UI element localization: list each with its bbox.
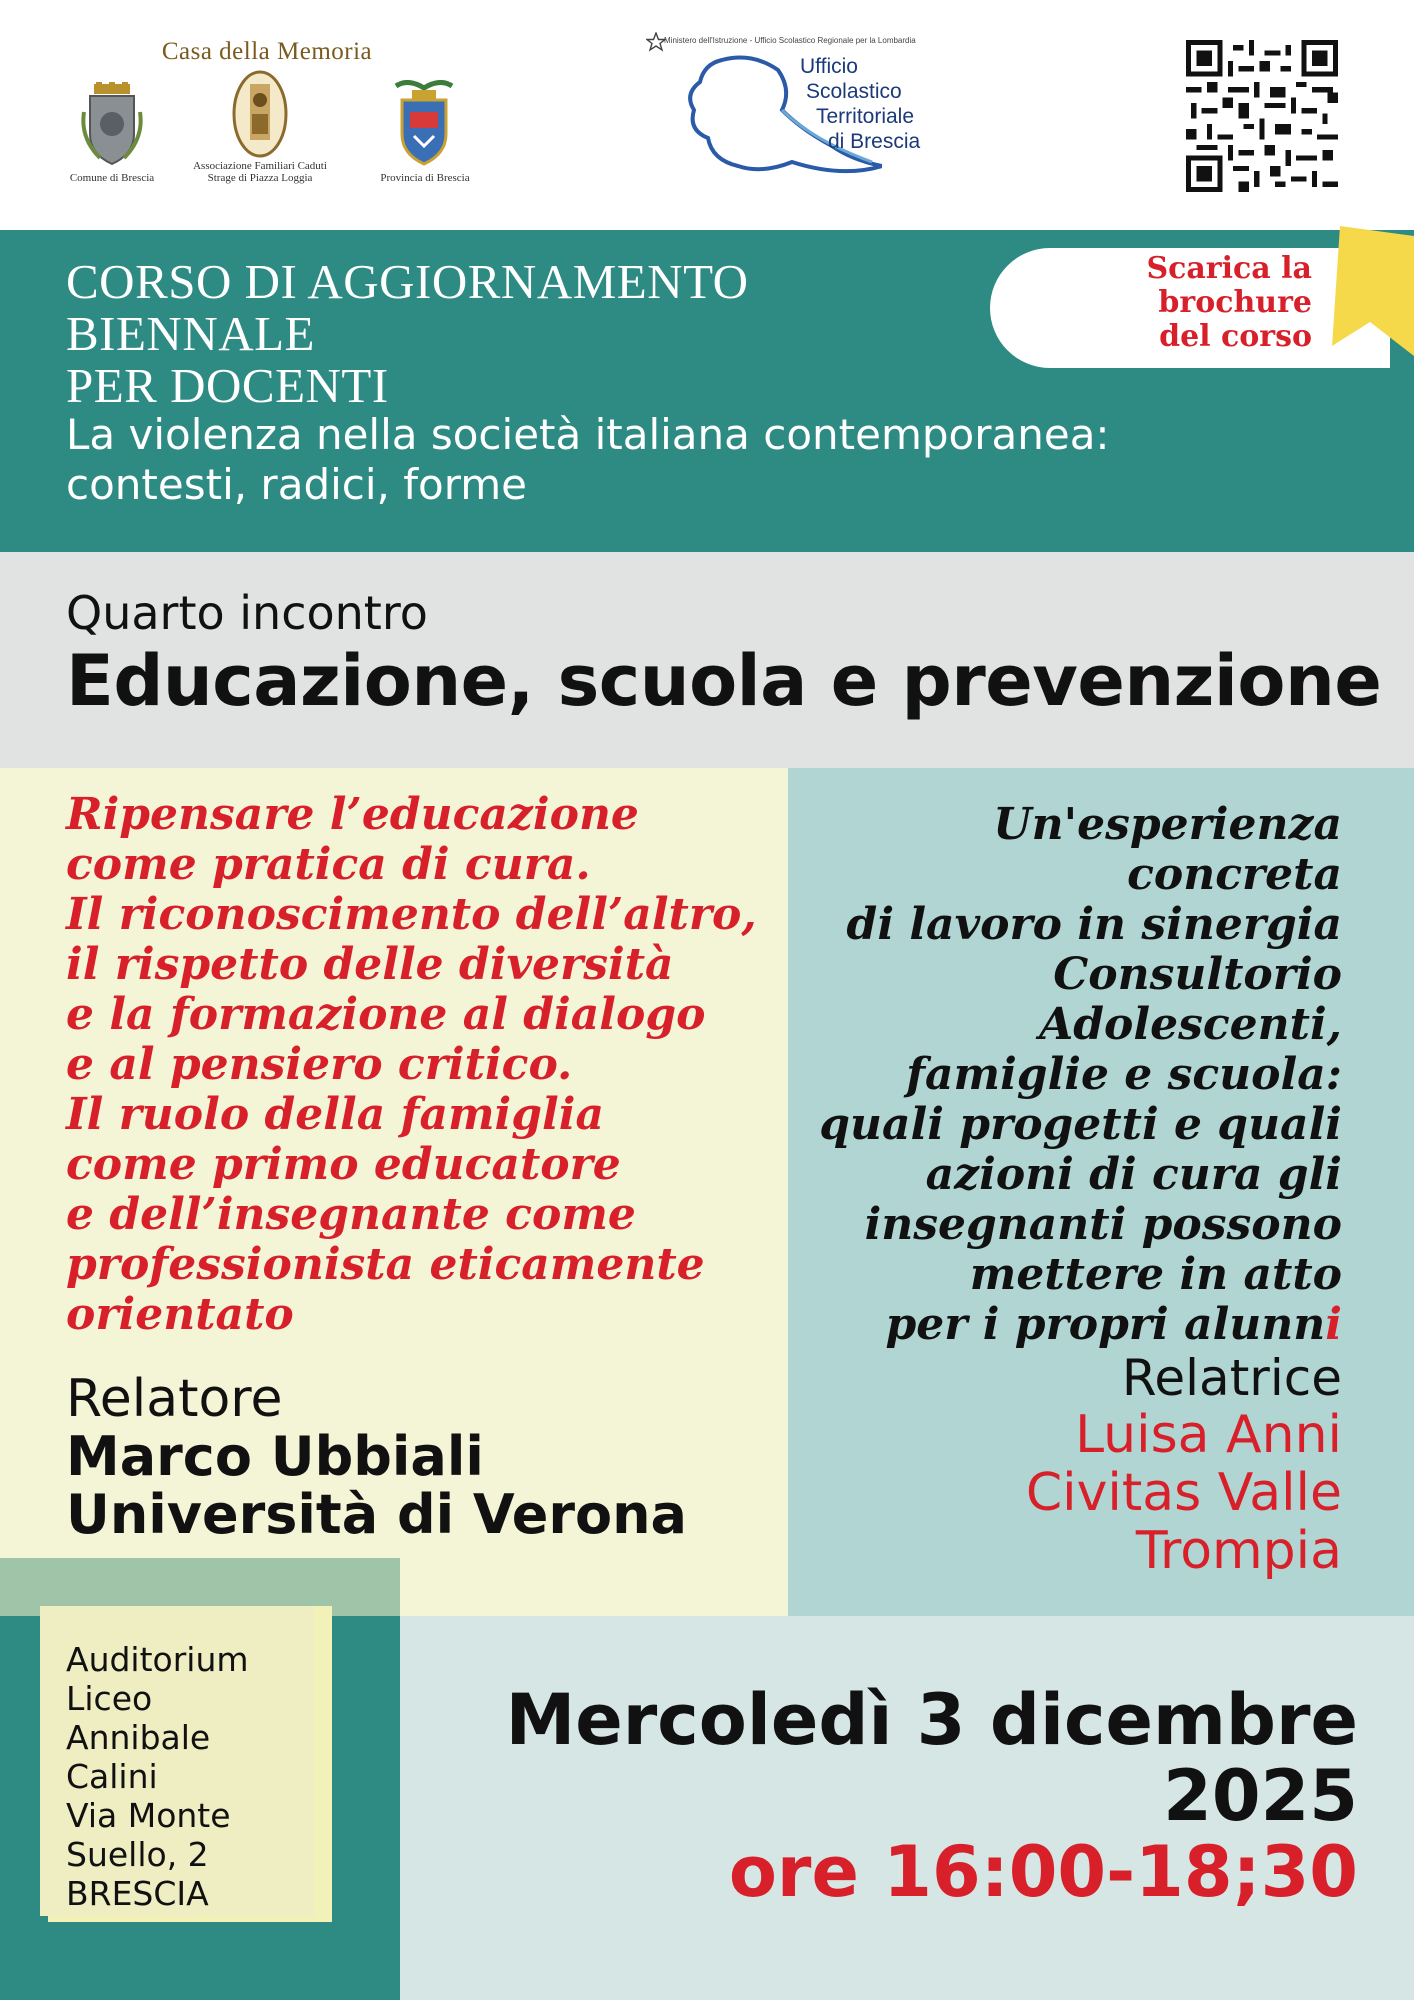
venue-line: Liceo bbox=[66, 1679, 153, 1718]
ust-line-3: Territoriale bbox=[816, 105, 915, 128]
provincia-caption: Provincia di Brescia bbox=[380, 172, 470, 184]
right-talk-line: azioni di cura gli bbox=[925, 1149, 1342, 1200]
venue-line: Annibale bbox=[66, 1718, 211, 1757]
provincia-crest-icon bbox=[388, 80, 460, 166]
venue-line: Via Monte bbox=[66, 1796, 231, 1835]
event-time: ore 16:00-18;30 bbox=[728, 1831, 1358, 1913]
right-talk-last-line bbox=[790, 1300, 1342, 1350]
right-talk-line: mettere in atto bbox=[969, 1249, 1342, 1300]
right-speaker-name-line: Luisa Anni bbox=[1075, 1405, 1342, 1465]
casa-della-memoria-title: Casa della Memoria bbox=[161, 38, 373, 65]
ribbon-icon bbox=[1330, 226, 1414, 356]
event-year: 2025 bbox=[1163, 1755, 1358, 1837]
course-title-line-1: CORSO DI AGGIORNAMENTO bbox=[66, 254, 749, 309]
event-day: Mercoledì 3 dicembre bbox=[505, 1679, 1358, 1761]
left-talk-line: professionista eticamente bbox=[66, 1239, 705, 1290]
venue-address bbox=[66, 1640, 249, 1913]
left-talk-line: e la formazione al dialogo bbox=[66, 989, 706, 1040]
associazione-caption-1: Associazione Familiari Caduti bbox=[193, 160, 327, 172]
course-subtitle-line-2: contesti, radici, forme bbox=[66, 460, 527, 509]
venue-line: Calini bbox=[66, 1757, 158, 1796]
course-subtitle-line-1: La violenza nella società italiana contemporanea: bbox=[66, 410, 1110, 459]
right-talk-line: Adolescenti, bbox=[1039, 999, 1342, 1050]
left-talk-line: il rispetto delle diversità bbox=[66, 939, 674, 990]
left-talk-line: Il ruolo della famiglia bbox=[66, 1089, 604, 1140]
left-talk-line: Ripensare l’educazione bbox=[66, 789, 639, 840]
right-talk-description bbox=[790, 800, 1342, 1350]
right-talk-line: di lavoro in sinergia bbox=[846, 899, 1342, 950]
right-speaker-name-line: Civitas Valle bbox=[1025, 1463, 1342, 1523]
right-talk-line: Consultorio bbox=[1053, 949, 1342, 1000]
left-speaker-role: Relatore bbox=[66, 1369, 283, 1429]
venue-line: Auditorium bbox=[66, 1640, 249, 1679]
brochure-line-1: Scarica la bbox=[1146, 251, 1312, 286]
right-talk-line: famiglie e scuola: bbox=[906, 1049, 1342, 1100]
associazione-caption-2: Strage di Piazza Loggia bbox=[207, 172, 313, 184]
course-title-line-3: PER DOCENTI bbox=[66, 358, 389, 413]
right-talk-last-line-red: i bbox=[1325, 1299, 1342, 1350]
brochure-download-label[interactable] bbox=[1100, 252, 1312, 354]
venue-line: Suello, 2 bbox=[66, 1835, 209, 1874]
left-talk-line: come primo educatore bbox=[66, 1139, 621, 1190]
left-speaker bbox=[66, 1370, 687, 1544]
venue-line: BRESCIA bbox=[66, 1874, 209, 1913]
left-talk-line: Il riconoscimento dell’altro, bbox=[66, 889, 757, 940]
brochure-line-2: brochure bbox=[1158, 285, 1312, 320]
ust-line-2: Scolastico bbox=[806, 80, 902, 103]
right-talk-line: Un'esperienza bbox=[993, 799, 1342, 850]
ust-line-4: di Brescia bbox=[828, 130, 921, 153]
ust-lines bbox=[800, 54, 920, 154]
right-speaker bbox=[790, 1350, 1342, 1580]
meeting-title: Educazione, scuola e prevenzione bbox=[66, 640, 1382, 722]
left-speaker-affiliation: Università di Verona bbox=[66, 1483, 687, 1546]
right-speaker-name-line: Trompia bbox=[1135, 1521, 1342, 1581]
right-talk-last-line-main: per i propri alunn bbox=[885, 1299, 1326, 1350]
comune-crest-icon bbox=[80, 82, 144, 168]
italy-emblem-icon bbox=[646, 32, 666, 52]
meeting-label: Quarto incontro bbox=[66, 586, 428, 640]
right-speaker-role: Relatrice bbox=[1121, 1349, 1342, 1407]
qr-code-icon[interactable] bbox=[1186, 40, 1338, 192]
course-title-line-2: BIENNALE bbox=[66, 306, 315, 361]
comune-caption: Comune di Brescia bbox=[69, 172, 155, 184]
left-talk-line: orientato bbox=[66, 1289, 294, 1340]
piazza-loggia-medallion-icon bbox=[232, 70, 288, 158]
left-talk-description bbox=[66, 790, 786, 1340]
ust-line-1: Ufficio bbox=[800, 55, 858, 78]
brochure-line-3: del corso bbox=[1159, 319, 1312, 354]
right-talk-line: quali progetti e quali bbox=[819, 1099, 1342, 1150]
right-talk-line: concreta bbox=[1127, 849, 1342, 900]
left-speaker-name: Marco Ubbiali bbox=[66, 1425, 484, 1488]
right-talk-line: insegnanti possono bbox=[864, 1199, 1342, 1250]
ministero-line: Ministero dell'Istruzione - Ufficio Scolastico Regionale per la Lombardia bbox=[664, 36, 916, 45]
left-talk-line: e dell’insegnante come bbox=[66, 1189, 636, 1240]
left-talk-line: e al pensiero critico. bbox=[66, 1039, 573, 1090]
left-talk-line: come pratica di cura. bbox=[66, 839, 591, 890]
